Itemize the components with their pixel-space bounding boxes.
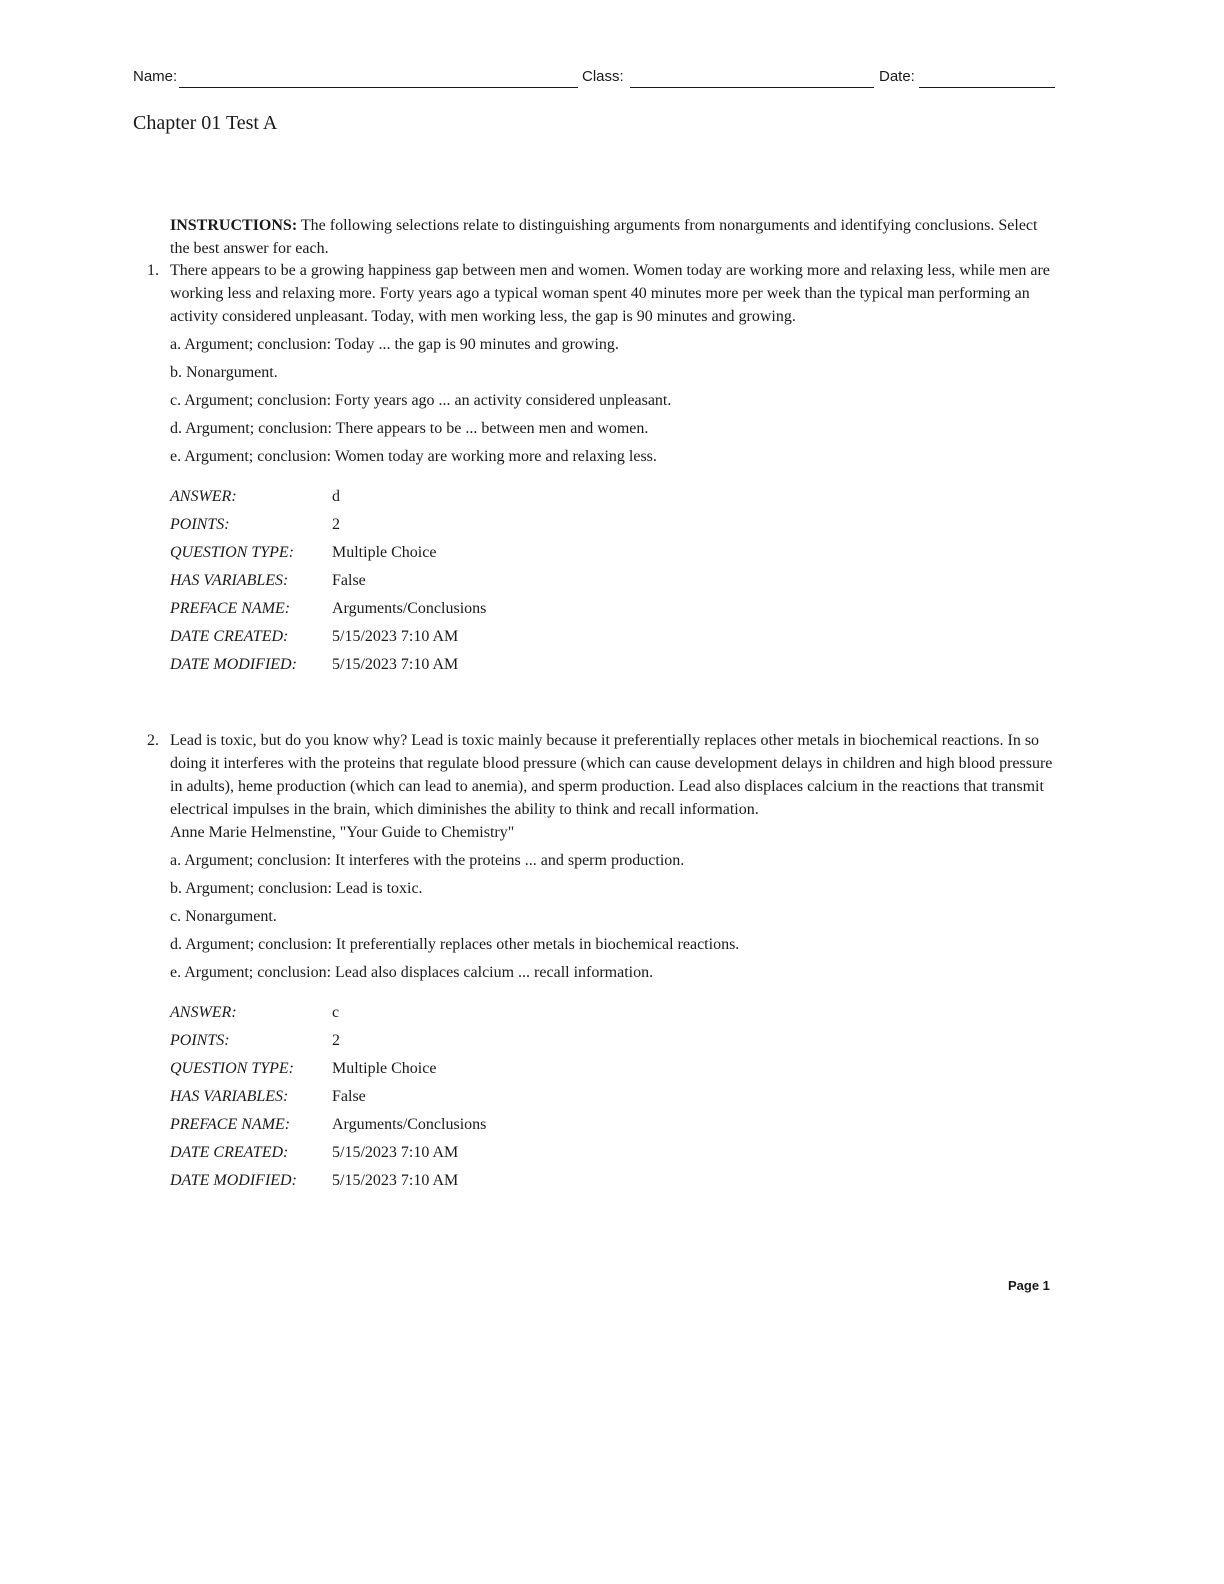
answer-options [170, 847, 1055, 987]
meta-value: Multiple Choice [332, 544, 437, 561]
meta-row [170, 1027, 486, 1055]
meta-row [170, 1055, 486, 1083]
option-d: d. Argument; conclusion: There appears to be ... between men and women. [170, 420, 649, 437]
instructions-text: The following selections relate to distinguishing arguments from nonarguments and identifying conclusions. Select the best answer for each. [170, 217, 1038, 257]
option-e: e. Argument; conclusion: Lead also displaces calcium ... recall information. [170, 964, 654, 981]
page-number: Page 1 [1008, 1278, 1050, 1293]
instructions-heading: INSTRUCTIONS: [170, 217, 298, 234]
meta-row [170, 483, 486, 511]
meta-key: HAS VARIABLES: [170, 572, 289, 589]
meta-row [170, 1083, 486, 1111]
meta-value: False [332, 1088, 366, 1105]
meta-row [170, 511, 486, 539]
meta-value: Multiple Choice [332, 1060, 437, 1077]
meta-key: PREFACE NAME: [170, 600, 291, 617]
meta-row [170, 595, 486, 623]
meta-key: ANSWER: [170, 488, 237, 505]
meta-value: 2 [332, 1032, 340, 1049]
option-a: a. Argument; conclusion: It interferes with the proteins ... and sperm production. [170, 852, 685, 869]
name-label: Name: [133, 68, 178, 85]
meta-value: 5/15/2023 7:10 AM [332, 656, 459, 673]
class-line [630, 87, 874, 88]
name-line [179, 87, 578, 88]
meta-row [170, 1167, 486, 1195]
meta-key: POINTS: [170, 516, 230, 533]
question-source: Anne Marie Helmenstine, "Your Guide to Chemistry" [170, 824, 515, 841]
meta-value: c [332, 1004, 340, 1021]
meta-key: DATE MODIFIED: [170, 1172, 297, 1189]
meta-row [170, 651, 486, 679]
meta-value: Arguments/Conclusions [332, 600, 487, 617]
option-c: c. Nonargument. [170, 908, 277, 925]
meta-row [170, 999, 486, 1027]
meta-row [170, 1111, 486, 1139]
meta-key: HAS VARIABLES: [170, 1088, 289, 1105]
class-label: Class: [582, 68, 624, 85]
meta-value: d [332, 488, 340, 505]
option-b: b. Argument; conclusion: Lead is toxic. [170, 880, 423, 897]
chapter-title: Chapter 01 Test A [133, 112, 278, 134]
question-1 [147, 259, 1055, 679]
question-2 [147, 729, 1055, 1195]
meta-key: DATE CREATED: [170, 628, 289, 645]
meta-value: 5/15/2023 7:10 AM [332, 628, 459, 645]
meta-value: 5/15/2023 7:10 AM [332, 1172, 459, 1189]
date-label: Date: [879, 68, 915, 85]
meta-value: 5/15/2023 7:10 AM [332, 1144, 459, 1161]
question-number: 2. [147, 732, 159, 749]
option-b: b. Nonargument. [170, 364, 278, 381]
meta-value: False [332, 572, 366, 589]
option-e: e. Argument; conclusion: Women today are working more and relaxing less. [170, 448, 657, 465]
meta-key: QUESTION TYPE: [170, 1060, 295, 1077]
meta-key: ANSWER: [170, 1004, 237, 1021]
option-d: d. Argument; conclusion: It preferentially replaces other metals in biochemical reactions. [170, 936, 740, 953]
meta-value: Arguments/Conclusions [332, 1116, 487, 1133]
question-number: 1. [147, 262, 159, 279]
date-line [919, 87, 1055, 88]
meta-key: DATE CREATED: [170, 1144, 289, 1161]
meta-row [170, 623, 486, 651]
question-metadata [170, 483, 486, 679]
meta-key: POINTS: [170, 1032, 230, 1049]
instructions [170, 214, 1050, 260]
answer-options [170, 331, 1055, 471]
student-info-header [133, 66, 1055, 90]
meta-key: QUESTION TYPE: [170, 544, 295, 561]
option-a: a. Argument; conclusion: Today ... the gap is 90 minutes and growing. [170, 336, 619, 353]
question-stem: There appears to be a growing happiness gap between men and women. Women today are working more and relaxing less, while men are working less and relaxing more. Forty years ago a typical woman spent 40 minutes more per week than the typical man performing an activity considered unpleasant. Today, with men working less, the gap is 90 minutes and growing. [170, 262, 1050, 325]
meta-row [170, 567, 486, 595]
meta-key: DATE MODIFIED: [170, 656, 297, 673]
meta-value: 2 [332, 516, 340, 533]
question-stem: Lead is toxic, but do you know why? Lead is toxic mainly because it preferentially replaces other metals in biochemical reactions. In so doing it interferes with the proteins that regulate blood pressure (which can cause development delays in children and high blood pressure in adults), heme production (which can lead to anemia), and sperm production. Lead also displaces calcium in the reactions that transmit electrical impulses in the brain, which diminishes the ability to think and recall information. [170, 732, 1053, 818]
option-c: c. Argument; conclusion: Forty years ago ... an activity considered unpleasant. [170, 392, 672, 409]
meta-row [170, 1139, 486, 1167]
meta-row [170, 539, 486, 567]
meta-key: PREFACE NAME: [170, 1116, 291, 1133]
question-metadata [170, 999, 486, 1195]
